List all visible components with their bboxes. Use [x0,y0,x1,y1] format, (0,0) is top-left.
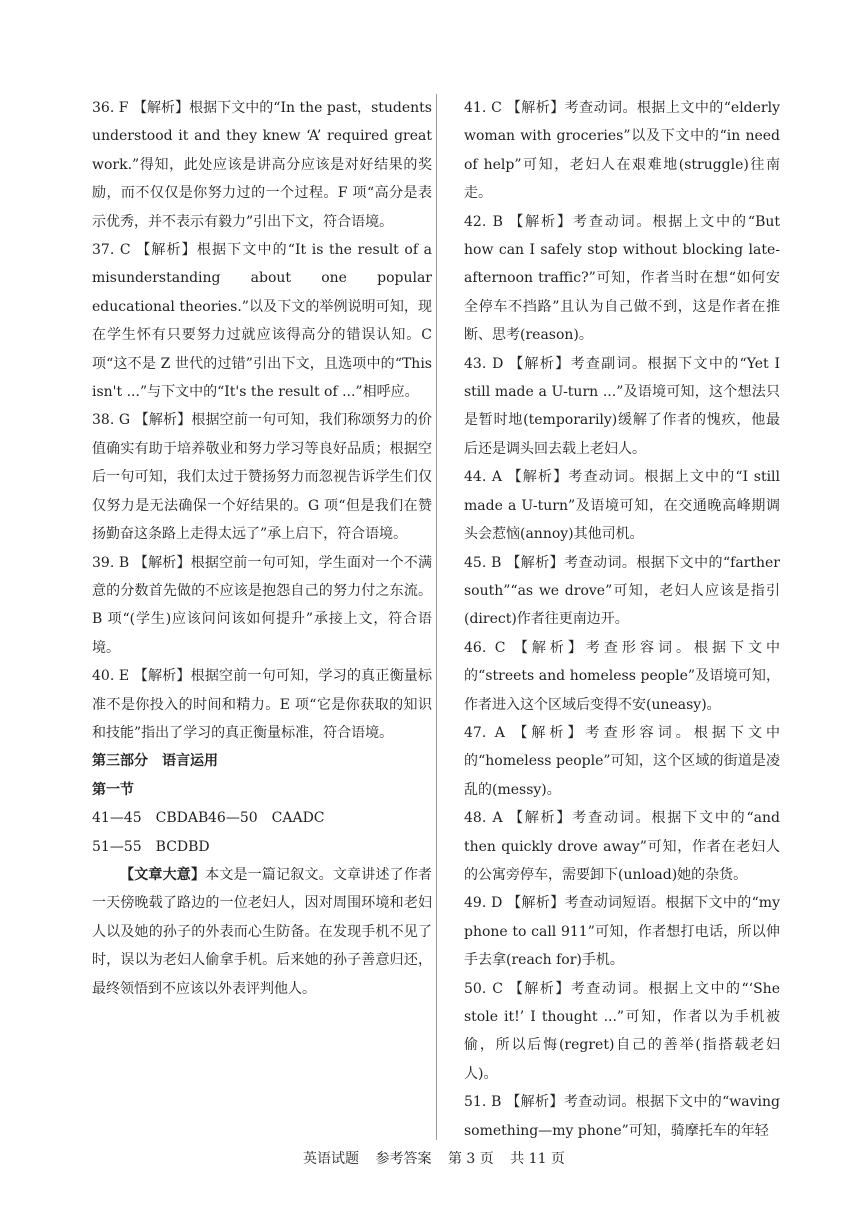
answer-key-row [92,833,432,861]
key-range: 51—55 BCDBD [92,838,210,855]
answer-48: 48. A 【解析】考查动词。根据下文中的“and then quickly drove away”可知，作者在老妇人的公寓旁停车，需要卸下(unload)她的杂货。 [464,810,780,883]
key-range: 46—50 CAADC [208,810,325,827]
answer-37: 37. C 【解析】根据下文中的“It is the result of a misunderstanding about one popular educational theories.”以及下文的举例说明可知，现在学生怀有只要努力过就应该得高分的错误认知。C 项“这不是 Z 世代的过错”引出下文，且选项中的“This isn't ...”与下文中的“It's the result of ...”相呼应。 [92,242,432,401]
footer-doc: 参考答案 [375,1151,432,1167]
answer-50: 50. C 【解析】考查动词。根据上文中的“‘She stole it!’ I thought ...”可知，作者以为手机被偷，所以后悔(regret)自己的善举(指搭载老妇人)。 [464,980,780,1082]
answer-46: 46. C 【解析】考查形容词。根据下文中的“streets and homeless people”及语境可知，作者进入这个区域后变得不安(uneasy)。 [464,639,780,713]
answer-40: 40. E 【解析】根据空前一句可知，学习的真正衡量标准不是你投入的时间和精力。E 项“它是你获取的知识和技能”指出了学习的真正衡量标准，符合语境。 [92,668,432,741]
answer-51: 51. B 【解析】考查动词。根据下文中的“waving something—my phone”可知，骑摩托车的年轻 [464,1094,780,1139]
key-range: 41—45 CBDAB [92,810,209,827]
right-column [464,94,780,1145]
answer-49: 49. D 【解析】考查动词短语。根据下文中的“my phone to call 911”可知，作者想打电话，所以伸手去拿(reach for)手机。 [464,895,780,969]
footer-page: 第 3 页 [447,1151,494,1167]
summary-text: 本文是一篇记叙文。文章讲述了作者一天傍晚载了路边的一位老妇人，因对周围环境和老妇人以及她的孙子的外表而心生防备。在发现手机不见了时，误以为老妇人偷拿手机。后来她的孙子善意归还，最终领悟到不应该以外表评判他人。 [92,866,433,997]
section-title: 第三部分 语言运用 [92,753,218,770]
article-summary [92,861,432,1003]
answer-44: 44. A 【解析】考查动词。根据上文中的“I still made a U-turn”及语境可知，在交通晚高峰期调头会惹恼(annoy)其他司机。 [464,469,780,543]
left-column [92,94,432,1003]
answer-45: 45. B 【解析】考查动词。根据下文中的“farther south”“as we drove”可知，老妇人应该是指引(direct)作者往更南边开。 [464,554,780,628]
footer-total: 共 11 页 [510,1151,565,1167]
answer-42: 42. B 【解析】考查动词。根据上文中的“But how can I safely stop without blocking late-afternoon traffic?”可知，作者当时在想“如何安全停车不挡路”且认为自己做不到，这是作者在推断、思考(reason)。 [464,213,780,344]
answer-41: 41. C 【解析】考查动词。根据上文中的“elderly woman with groceries”以及下文中的“in need of help”可知，老妇人在艰难地(struggle)往南走。 [464,100,780,202]
footer-subject: 英语试题 [303,1151,360,1167]
answer-47: 47. A 【解析】考查形容词。根据下文中的“homeless people”可知，这个区域的街道是凌乱的(messy)。 [464,724,780,798]
answer-36: 36. F 【解析】根据下文中的“In the past，students understood it and they knew ‘A’ required great work.”得知，此处应该是讲高分应该是对好结果的奖励，而不仅仅是你努力过的一个过程。F 项“高分是表示优秀，并不表示有毅力”引出下文，符合语境。 [92,100,432,230]
answer-43: 43. D 【解析】考查副词。根据下文中的“Yet I still made a U-turn ...”及语境可知，这个想法只是暂时地(temporarily)缓解了作者的愧疚，他最后还是调头回去载上老妇人。 [464,355,780,457]
column-divider [436,94,437,1140]
answer-38: 38. G 【解析】根据空前一句可知，我们称颂努力的价值确实有助于培养敬业和努力学习等良好品质；根据空后一句可知，我们太过于赞扬努力而忽视告诉学生们仅仅努力是无法确保一个好结果的。G 项“但是我们在赞扬勤奋这条路上走得太远了”承上启下，符合语境。 [92,412,432,543]
page-footer [0,1148,868,1168]
answer-key-row [92,804,432,832]
answer-39: 39. B 【解析】根据空前一句可知，学生面对一个不满意的分数首先做的不应该是抱怨自己的努力付之东流。B 项“(学生)应该问问该如何提升”承接上文，符合语境。 [92,554,432,656]
subsection-title: 第一节 [92,781,134,798]
summary-label: 【文章大意】 [120,866,206,883]
